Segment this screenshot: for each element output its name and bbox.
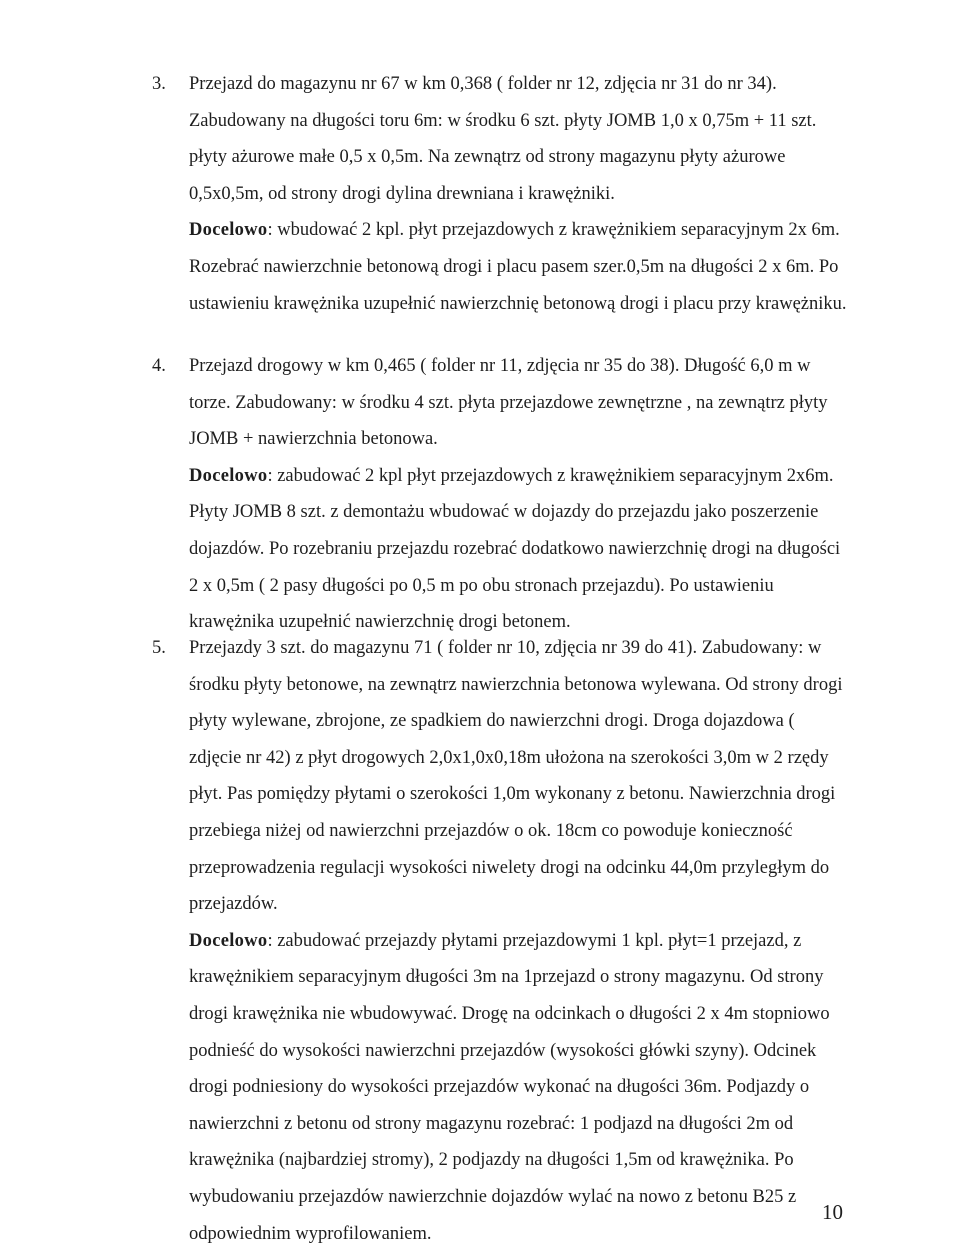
page-number: 10 <box>822 1200 843 1224</box>
list-item-body <box>189 348 849 641</box>
target-text: : wbudować 2 kpl. płyt przejazdowych z krawężnikiem separacyjnym 2x 6m. Rozebrać nawierzchnie betonową drogi i placu pasem szer.0,5m na długości 2 x 6m. Po ustawieniu krawężnika uzupełnić nawierzchnię betonową drogi i placu przy krawężniku. <box>189 220 847 314</box>
list-item-number: 3. <box>152 74 166 94</box>
list-item-body <box>189 66 849 322</box>
target-text: : zabudować 2 kpl płyt przejazdowych z krawężnikiem separacyjnym 2x6m. Płyty JOMB 8 szt. z demontażu wbudować w dojazdy do przejazdu jako poszerzenie dojazdów. Po rozebraniu przejazdu rozebrać dodatkowo nawierzchnię drogi na długości 2 x 0,5m ( 2 pasy długości po 0,5 m po obu stronach przejazdu). Po ustawieniu krawężnika uzupełnić nawierzchnię drogi betonem. <box>189 465 841 633</box>
list-item-number: 5. <box>152 638 166 658</box>
target-label: Docelowo <box>189 465 268 486</box>
target-paragraph <box>189 458 849 641</box>
description-paragraph: Przejazdy 3 szt. do magazynu 71 ( folder nr 10, zdjęcia nr 39 do 41). Zabudowany: w środku płyty betonowe, na zewnątrz nawierzchnia betonowa wylewana. Od strony drogi płyty wylewane, zbrojone, ze spadkiem do nawierzchni drogi. Droga dojazdowa ( zdjęcie nr 42) z płyt drogowych 2,0x1,0x0,18m ułożona na szerokości 3,0m w 2 rzędy płyt. Pas pomiędzy płytami o szerokości 1,0m wykonany z betonu. Nawierzchnia drogi przebiega niżej od nawierzchni przejazdów o ok. 18cm co powoduje konieczność przeprowadzenia regulacji wysokości niwelety drogi na odcinku 44,0m przyległym do przejazdów. <box>189 638 843 915</box>
target-text: : zabudować przejazdy płytami przejazdowymi 1 kpl. płyt=1 przejazd, z krawężnikiem separacyjnym długości 3m na 1przejazd o strony magazynu. Od strony drogi krawężnika nie wbudowywać. Drogę na odcinkach o długości 2 x 4m stopniowo podnieść do wysokości nawierzchni przejazdów (wysokości główki szyny). Odcinek drogi podniesiony do wysokości przejazdów wykonać na długości 36m. Podjazdy o nawierzchni z betonu od strony magazynu rozebrać: 1 podjazd na długości 2m od krawężnika (najbardziej stromy), 2 podjazdy na długości 1,5m od krawężnika. Po wybudowaniu przejazdów nawierzchnie dojazdów wylać na nowo z betonu B25 z odpowiednim wyprofilowaniem. <box>189 930 830 1244</box>
description-paragraph: Przejazd drogowy w km 0,465 ( folder nr 11, zdjęcia nr 35 do 38). Długość 6,0 m w torze. Zabudowany: w środku 4 szt. płyta przejazdowe zewnętrzne , na zewnątrz płyty JOMB + nawierzchnia betonowa. <box>189 356 828 450</box>
target-paragraph <box>189 212 849 322</box>
target-label: Docelowo <box>189 930 268 951</box>
list-item-body <box>189 630 849 1252</box>
description-paragraph: Przejazd do magazynu nr 67 w km 0,368 ( folder nr 12, zdjęcia nr 31 do nr 34). Zabudowany na długości toru 6m: w środku 6 szt. płyty JOMB 1,0 x 0,75m + 11 szt. płyty ażurowe małe 0,5 x 0,5m. Na zewnątrz od strony magazynu płyty ażurowe 0,5x0,5m, od strony drogi dylina drewniana i krawężniki. <box>189 74 817 204</box>
list-item-number: 4. <box>152 356 166 376</box>
target-label: Docelowo <box>189 220 268 241</box>
target-paragraph <box>189 923 849 1252</box>
